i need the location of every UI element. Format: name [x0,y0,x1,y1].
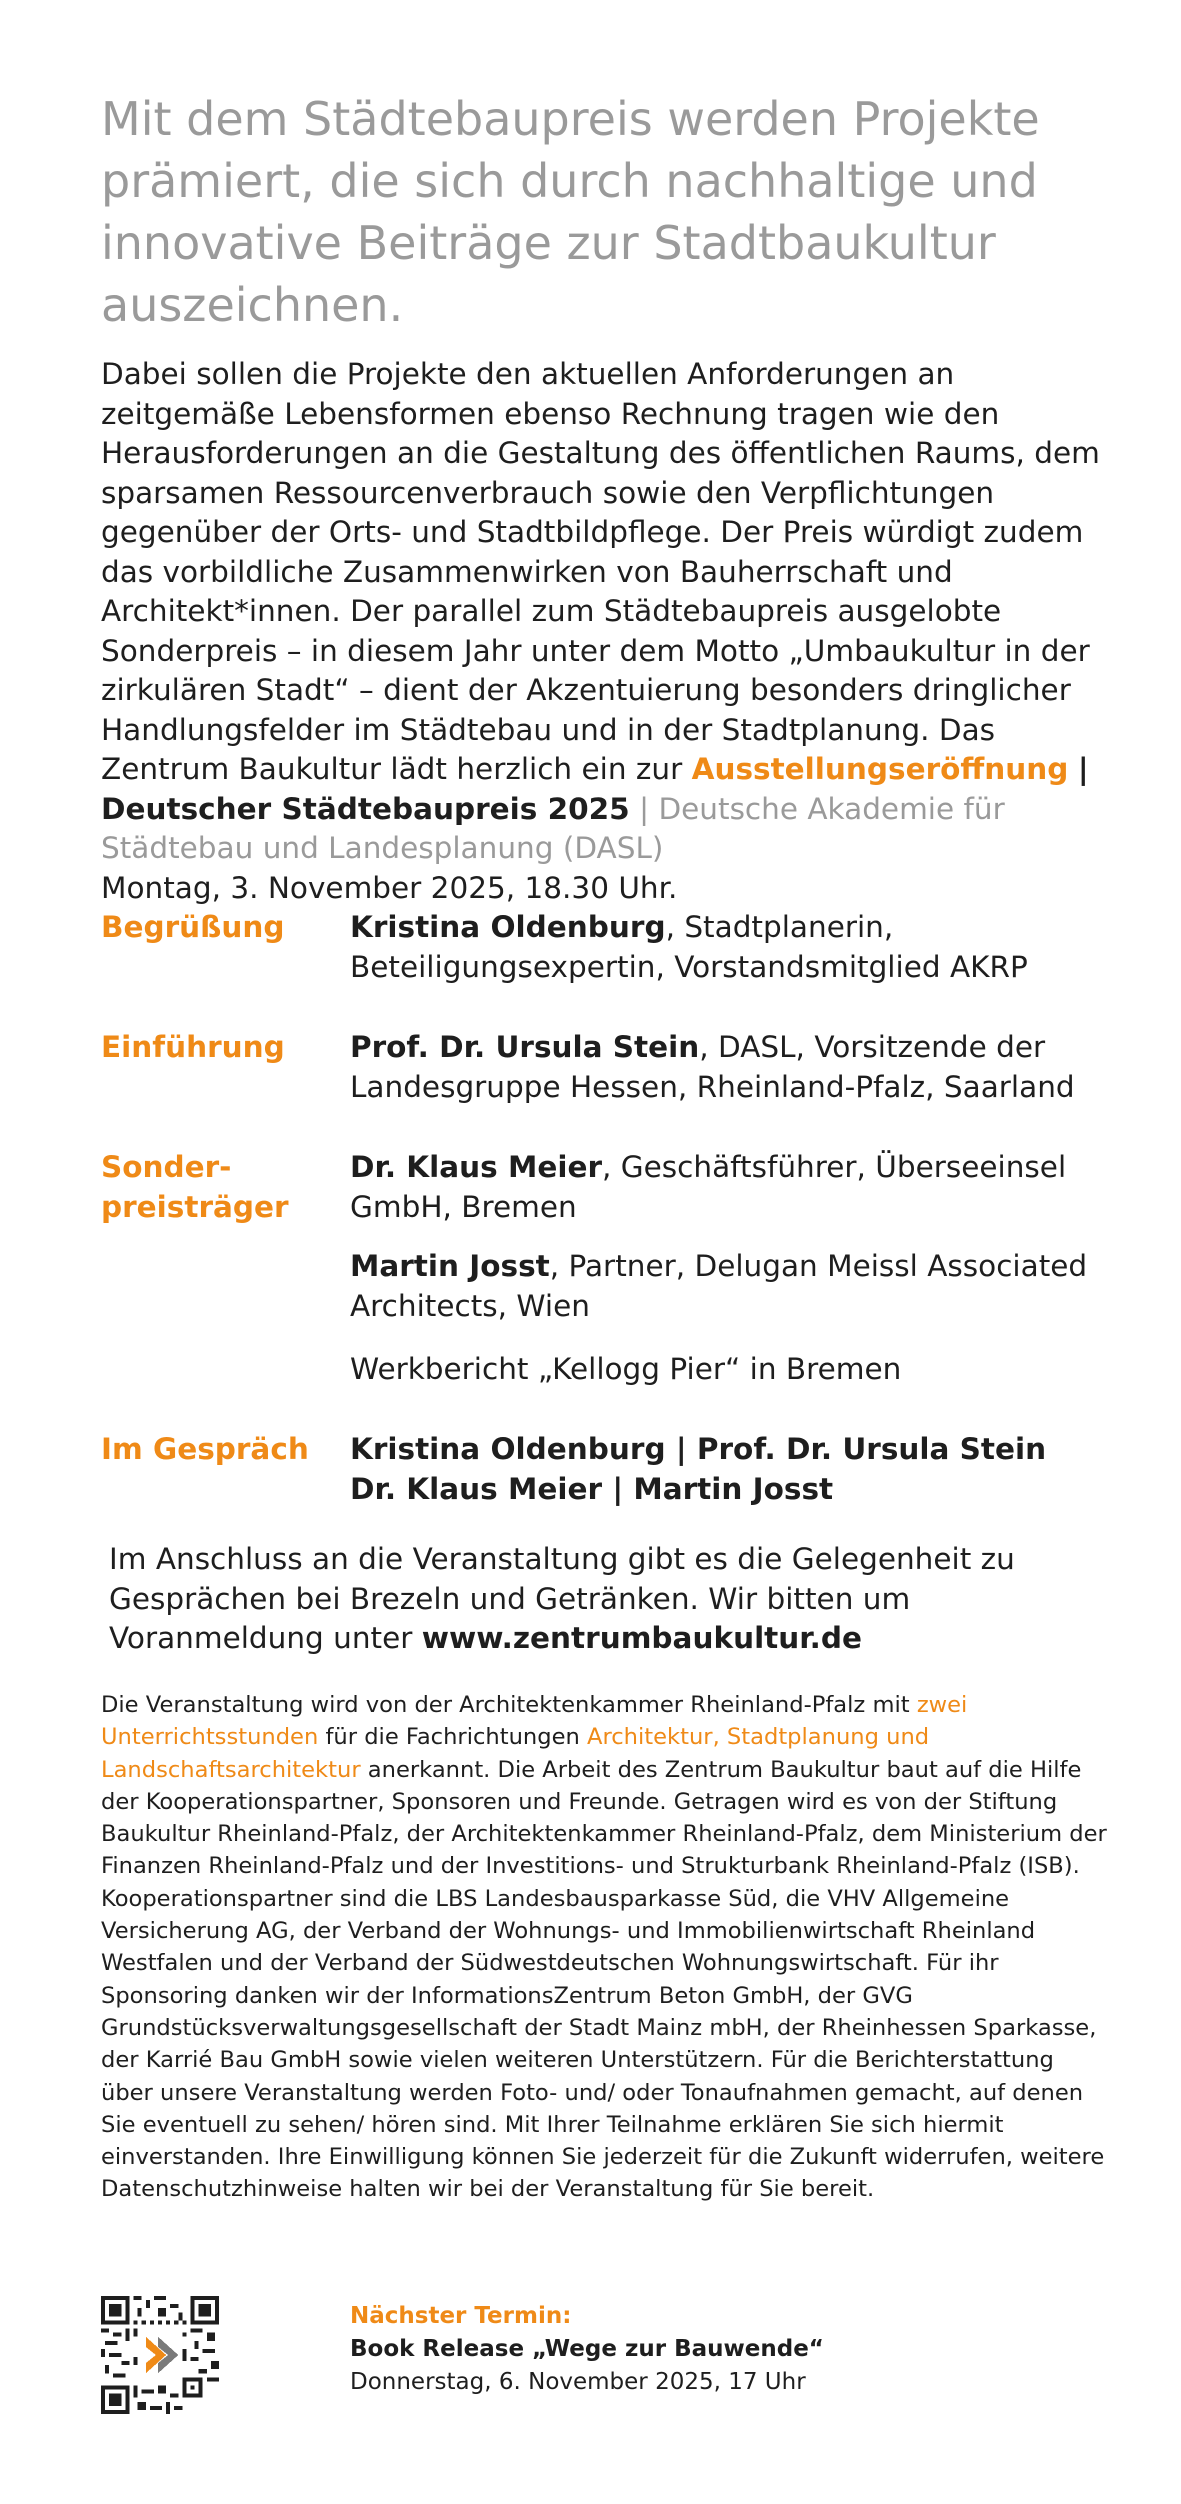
speaker-role: , Stadtplanerin, Beteiligungsexpertin, Vorstandsmitglied AKRP [350,910,1028,984]
qr-code[interactable] [101,2296,219,2414]
next-event-date: Donnerstag, 6. November 2025, 17 Uhr [350,2369,806,2395]
event-description [101,355,1111,908]
description-text: Dabei sollen die Projekte den aktuellen Anforderungen an zeitgemäße Lebensformen ebenso Rechnung tragen wie den Herausforderungen an die Gestaltung des öffentlichen Raums, dem sparsamen Ressourcenverbrauch sowie den Verpflichtungen gegenüber der Orts- und Stadtbildpflege. Der Preis würdigt zudem das vorbildliche Zusammenwirken von Bauherrschaft und Architekt*innen. Der parallel zum Städtebaupreis ausgelobte Sonderpreis – in diesem Jahr unter dem Motto „Umbaukultur in der zirkulären Stadt“ – dient der Akzentuierung besonders dringlicher Handlungsfelder im Städtebau und in der Stadtplanung. Das Zentrum Baukultur lädt herzlich ein zur [101,357,1100,786]
event-type: Ausstellungseröffnung [691,752,1069,786]
discussion-participants-line1: Kristina Oldenburg | Prof. Dr. Ursula Stein [350,1432,1047,1466]
program-entry-special-prize-2 [350,1247,1090,1326]
program-label-introduction: Einführung [101,1030,285,1064]
speaker-name: Martin Josst [350,1249,550,1283]
speaker-role: , Geschäftsführer, Überseeinsel GmbH, Bremen [350,1150,1067,1224]
next-event-label: Nächster Termin: [350,2303,572,2329]
speaker-role: , Partner, Delugan Meissl Associated Architects, Wien [350,1249,1088,1323]
program-label-greeting: Begrüßung [101,910,285,944]
disciplines: Architektur, Stadtplanung und Landschaftsarchitektur [101,1724,930,1783]
program-entry-special-prize-1 [350,1148,1090,1227]
work-report-note: Werkbericht „Kellogg Pier“ in Bremen [350,1352,902,1386]
organizer: Deutsche Akademie für Städtebau und Landesplanung (DASL) [101,791,1005,865]
speaker-role: , DASL, Vorsitzende der Landesgruppe Hessen, Rheinland-Pfalz, Saarland [350,1030,1075,1104]
fine-print-part2: für die Fachrichtungen [325,1724,580,1751]
fine-print [101,1689,1111,2206]
speaker-name: Kristina Oldenburg [350,910,666,944]
separator: | [639,791,650,826]
program-entry-greeting [350,908,1090,987]
event-name: Deutscher Städtebaupreis 2025 [101,791,630,826]
intro-headline: Mit dem Städtebaupreis werden Projekte prämiert, die sich durch nachhaltige und innovative Beiträge zur Stadtbaukultur auszeichnen. [101,92,1040,332]
event-date: Montag, 3. November 2025, 18.30 Uhr. [101,870,678,905]
fine-print-part1: Die Veranstaltung wird von der Architektenkammer Rheinland-Pfalz mit [101,1692,910,1718]
website-link[interactable]: www.zentrumbaukultur.de [421,1621,862,1655]
discussion-participants-line2: Dr. Klaus Meier | Martin Josst [350,1472,834,1506]
program-label-discussion: Im Gespräch [101,1432,309,1466]
fine-print-part3: anerkannt. Die Arbeit des Zentrum Baukultur baut auf die Hilfe der Kooperationspartner, Sponsoren und Freunde. Getragen wird es von der Stiftung Baukultur Rheinland-Pfalz, der Architektenkammer Rheinland-Pfalz, dem Ministerium der Finanzen Rheinland-Pfalz und der Investitions- und Strukturbank Rheinland-Pfalz (ISB). Kooperationspartner sind die LBS Landesbausparkasse Süd, die VHV Allgemeine Versicherung AG, der Verband der Wohnungs- und Immobilienwirtschaft Rheinland Westfalen und der Verband der Südwestdeutschen Wohnungswirtschaft. Für ihr Sponsoring danken wir der InformationsZentrum Beton GmbH, der GVG Grundstücksverwaltungsgesellschaft der Stadt Mainz mbH, der Rheinhessen Sparkasse, der Karrié Bau GmbH sowie vielen weiteren Unterstützern. Für die Berichterstattung über unsere Veranstaltung werden Foto- und/ oder Tonaufnahmen gemacht, auf denen Sie eventuell zu sehen/ hören sind. Mit Ihrer Teilnahme erklären Sie sich hiermit einverstanden. Ihre Einwilligung können Sie jederzeit für die Zukunft widerrufen, weitere Datenschutzhinweise halten wir bei der Veranstaltung für Sie bereit. [101,1756,1107,2203]
closing-sentence: Im Anschluss an die Veranstaltung gibt es die Gelegenheit zu Gesprächen bei Brezeln und Getränken. Wir bitten um Voranmeldung unter [109,1542,1015,1655]
closing-text [109,1540,1109,1659]
program-entry-introduction [350,1028,1090,1107]
separator: | [1077,752,1089,786]
next-event [350,2300,1070,2399]
training-credits: zwei Unterrichtsstunden [101,1692,968,1751]
speaker-name: Prof. Dr. Ursula Stein [350,1030,700,1064]
speaker-name: Dr. Klaus Meier [350,1150,603,1184]
next-event-title: Book Release „Wege zur Bauwende“ [350,2336,824,2362]
program-label-special-prize: Sonder-preisträger [101,1150,289,1224]
